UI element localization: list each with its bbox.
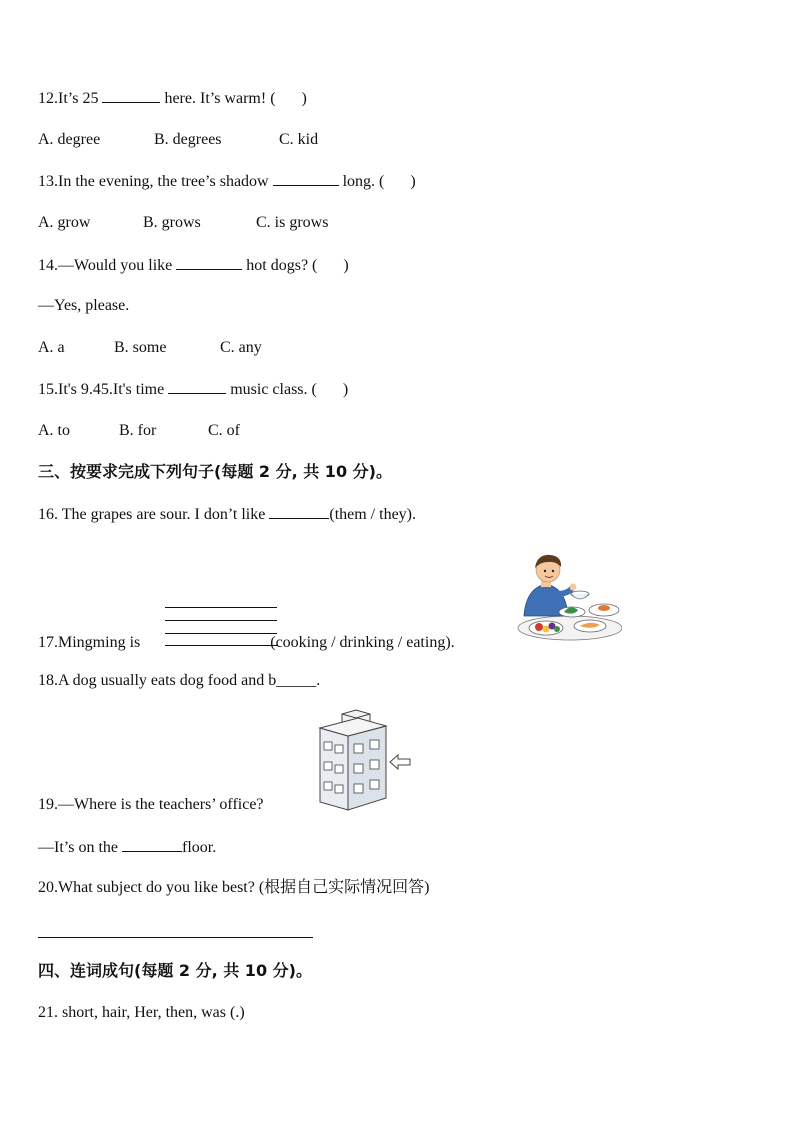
answer-blank[interactable] — [168, 379, 226, 394]
school-building-illustration — [316, 706, 414, 812]
option-b[interactable]: B. degrees — [154, 131, 222, 148]
option-c[interactable]: C. kid — [279, 131, 319, 148]
option-a[interactable]: A. a — [38, 339, 65, 356]
question-19: 19.—Where is the teachers’ office? — [38, 796, 264, 813]
answer-blank-line[interactable] — [165, 607, 277, 608]
answer-line[interactable] — [38, 937, 313, 938]
paren-close: ) — [410, 173, 416, 190]
question-12-stem-b: here. It’s warm! ( — [164, 90, 276, 107]
option-a[interactable]: A. degree — [38, 131, 101, 148]
question-19-reply — [38, 837, 216, 858]
question-13-options — [38, 213, 328, 233]
answer-blank-line[interactable] — [165, 620, 277, 621]
option-b[interactable]: B. some — [114, 339, 167, 356]
question-19-reply-b: floor. — [182, 839, 217, 856]
question-15-stem-b: music class. ( — [230, 381, 317, 398]
option-a[interactable]: A. grow — [38, 214, 91, 231]
option-c[interactable]: C. of — [208, 422, 240, 439]
question-17-stem-a: 17.Mingming is — [38, 634, 141, 651]
boy-eating-illustration — [512, 550, 622, 642]
option-c[interactable]: C. any — [220, 339, 262, 356]
answer-blank[interactable] — [176, 255, 242, 270]
answer-blank[interactable] — [273, 171, 339, 186]
question-14-reply: —Yes, please. — [38, 297, 130, 314]
paren-close: ) — [342, 381, 349, 398]
question-16-stem-b: (them / they). — [329, 506, 416, 523]
question-20: 20.What subject do you like best? (根据自己实际情况回答) — [38, 879, 430, 896]
question-15-stem-a: 15.It's 9.45.It's time — [38, 381, 169, 398]
question-18-stem: 18.A dog usually eats dog food and b — [38, 672, 277, 689]
question-17 — [38, 633, 455, 653]
paren-close: ) — [343, 257, 349, 274]
answer-blank[interactable] — [269, 504, 329, 519]
option-b[interactable]: B. grows — [143, 214, 201, 231]
question-12-options — [38, 130, 318, 150]
answer-blank[interactable]: _____. — [276, 672, 321, 689]
question-14-stem-a: 14.—Would you like — [38, 257, 177, 274]
question-16-stem-a: 16. The grapes are sour. I don’t like — [38, 506, 270, 523]
question-15 — [38, 379, 348, 400]
answer-blank[interactable] — [122, 837, 182, 852]
question-14-options — [38, 338, 262, 358]
question-16 — [38, 504, 416, 525]
paren-close: ) — [301, 90, 307, 107]
question-21: 21. short, hair, Her, then, was (.) — [38, 1004, 245, 1021]
question-13 — [38, 171, 416, 192]
section-4-heading: 四、连词成句(每题 2 分, 共 10 分)。 — [38, 961, 312, 980]
question-14-stem-b: hot dogs? ( — [246, 257, 318, 274]
question-13-stem-b: long. ( — [342, 173, 385, 190]
question-12-stem-a: 12.It’s 25 — [38, 90, 103, 107]
question-17-stem-b: (cooking / drinking / eating). — [270, 634, 455, 651]
option-c[interactable]: C. is grows — [256, 214, 329, 231]
question-13-stem-a: 13.In the evening, the tree’s shadow — [38, 173, 273, 190]
question-12 — [38, 88, 307, 109]
answer-blank[interactable] — [102, 88, 160, 103]
question-14 — [38, 255, 349, 276]
question-18 — [38, 671, 320, 691]
option-a[interactable]: A. to — [38, 422, 70, 439]
question-19-reply-a: —It’s on the — [38, 839, 122, 856]
section-3-heading: 三、按要求完成下列句子(每题 2 分, 共 10 分)。 — [38, 462, 392, 481]
option-b[interactable]: B. for — [119, 422, 157, 439]
question-15-options — [38, 421, 240, 441]
